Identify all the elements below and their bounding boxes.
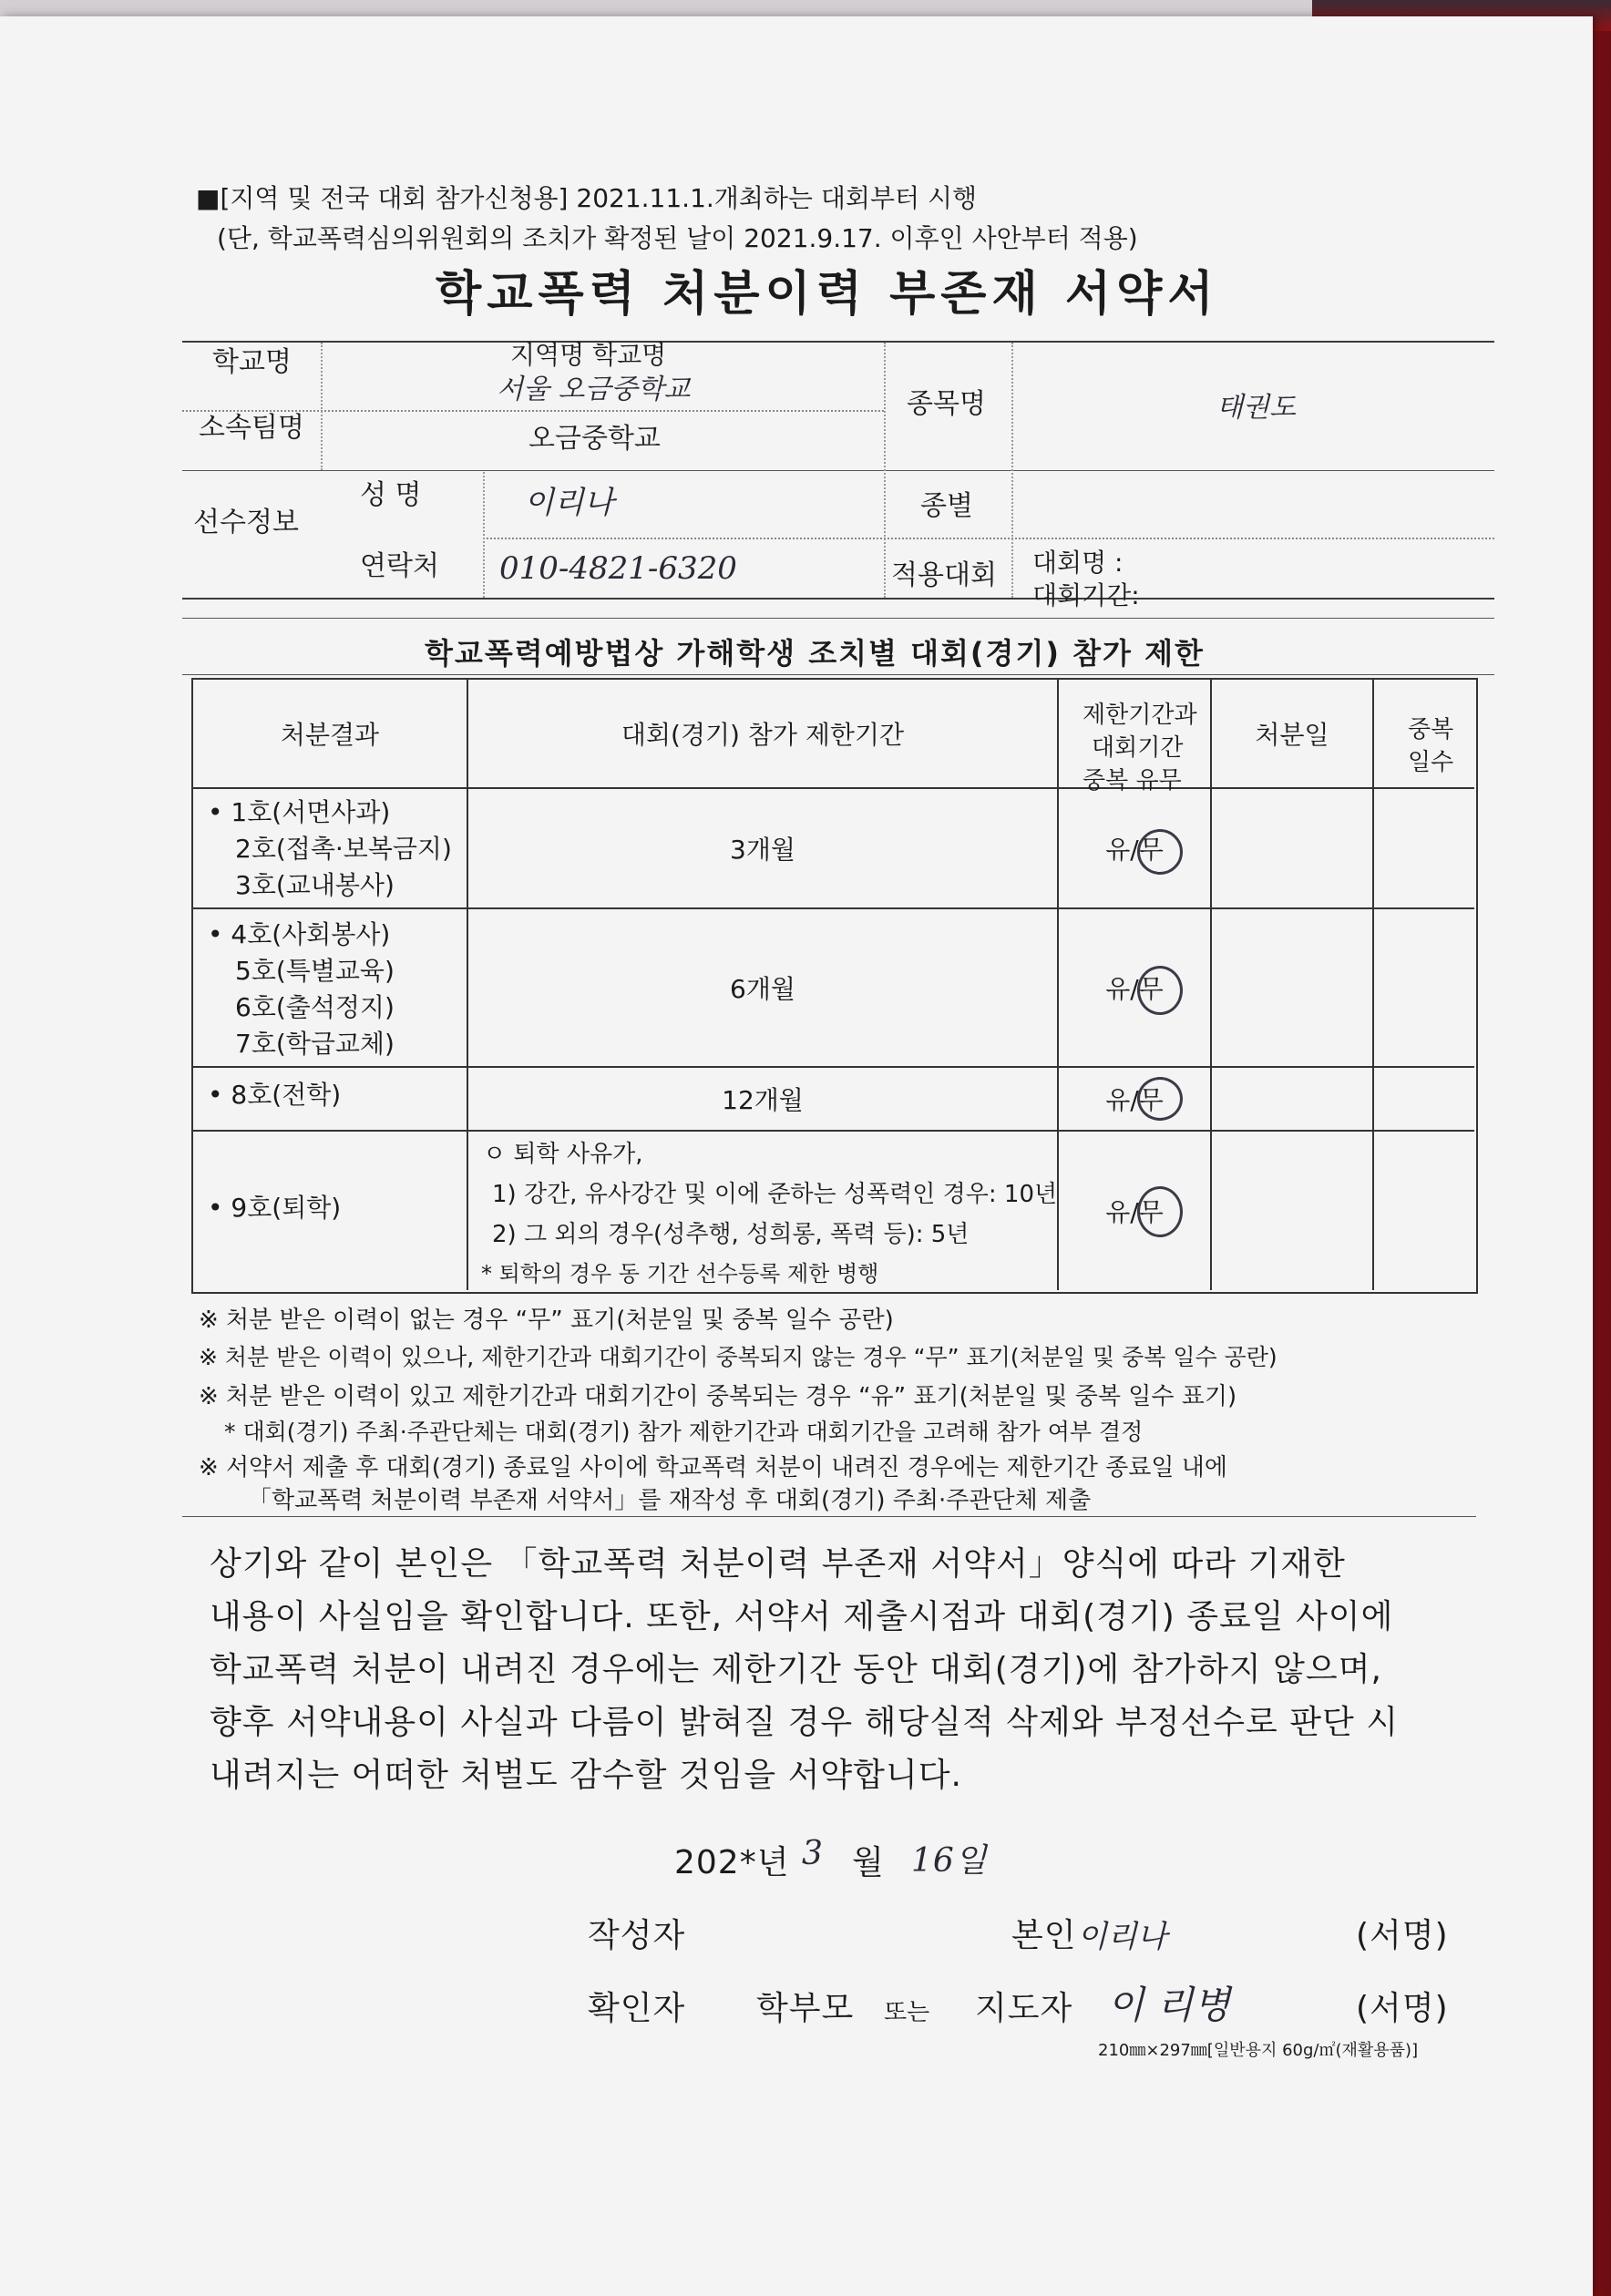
pledge-line-5: 내려지는 어떠한 처벌도 감수할 것임을 서약합니다. bbox=[210, 1757, 962, 1794]
header-overlap-2: 대회기간 bbox=[1092, 734, 1184, 762]
coach-label: 지도자 bbox=[975, 1990, 1073, 2027]
coach-sign: (서명) bbox=[1356, 1990, 1449, 2027]
event-value: 태권도 bbox=[1216, 392, 1296, 424]
row2-result-3: 6호(출석정지) bbox=[235, 992, 395, 1022]
row3-result-1: • 8호(전학) bbox=[208, 1080, 342, 1110]
header-period: 대회(경기) 참가 제한기간 bbox=[621, 720, 905, 750]
row3-choice: 유/무 bbox=[1105, 1085, 1164, 1115]
team-label: 소속팀명 bbox=[199, 412, 304, 444]
applied-competition-label: 적용대회 bbox=[891, 559, 997, 591]
writer-label: 작성자 bbox=[588, 1917, 686, 1954]
row2-period: 6개월 bbox=[730, 974, 795, 1004]
row4-choice: 유/무 bbox=[1105, 1197, 1164, 1227]
contact-label: 연락처 bbox=[360, 550, 439, 582]
row2-result-1: • 4호(사회봉사) bbox=[208, 919, 391, 949]
date-month-unit: 월 bbox=[852, 1844, 885, 1881]
table-row-divider bbox=[193, 1130, 1474, 1132]
competition-name-label: 대회명 : bbox=[1032, 548, 1124, 578]
table-caption: 학교폭력예방법상 가해학생 조치별 대회(경기) 참가 제한 bbox=[425, 636, 1205, 671]
paper-spec-footer: 210㎜×297㎜[일반용지 60g/㎡(재활용품)] bbox=[1098, 2041, 1419, 2060]
confirmer-label: 확인자 bbox=[588, 1990, 686, 2027]
pledge-line-1: 상기와 같이 본인은 「학교폭력 처분이력 부존재 서약서」양식에 따라 기재한 bbox=[210, 1545, 1346, 1583]
self-sign: (서명) bbox=[1356, 1917, 1449, 1954]
info-top-rule bbox=[182, 341, 1494, 343]
header-result: 처분결과 bbox=[280, 720, 380, 750]
school-hint: 지역명 학교명 bbox=[510, 340, 667, 370]
row2-selection-circle bbox=[1137, 966, 1183, 1015]
row4-result-1: • 9호(퇴학) bbox=[208, 1193, 342, 1223]
date-month: 3 bbox=[802, 1835, 824, 1872]
row3-period: 12개월 bbox=[722, 1085, 804, 1115]
name-value: 이리나 bbox=[524, 485, 614, 521]
header-date: 처분일 bbox=[1255, 720, 1329, 750]
school-label: 학교명 bbox=[212, 346, 292, 378]
info-dotted-rule-2 bbox=[483, 538, 1494, 539]
row1-choice: 유/무 bbox=[1105, 835, 1164, 865]
document-paper bbox=[0, 16, 1593, 2296]
note-6: 「학교폭력 처분이력 부존재 서약서」를 재작성 후 대회(경기) 주최·주관단체 제출 bbox=[248, 1487, 1092, 1514]
category-label: 종별 bbox=[920, 490, 973, 522]
player-info-label: 선수정보 bbox=[193, 507, 299, 538]
table-col-divider bbox=[1372, 680, 1374, 1290]
caption-rule bbox=[182, 674, 1494, 675]
info-mid-rule bbox=[182, 470, 1494, 471]
header-overlap-3: 중복 유무 bbox=[1083, 767, 1182, 794]
coach-name: 이 리병 bbox=[1107, 1983, 1231, 2027]
row2-choice: 유/무 bbox=[1105, 974, 1164, 1004]
contact-value: 010-4821-6320 bbox=[499, 550, 737, 587]
document-title: 학교폭력 처분이력 부존재 서약서 bbox=[436, 267, 1219, 322]
note-3: ※ 처분 받은 이력이 있고 제한기간과 대회기간이 중복되는 경우 “유” 표기(처분일 및 중복 일수 표기) bbox=[199, 1383, 1237, 1410]
row3-selection-circle bbox=[1137, 1077, 1183, 1121]
info-divider bbox=[884, 343, 886, 598]
note-5: ※ 서약서 제출 후 대회(경기) 종료일 사이에 학교폭력 처분이 내려진 경우에는 제한기간 종료일 내에 bbox=[199, 1454, 1228, 1481]
event-label: 종목명 bbox=[907, 388, 986, 420]
note-1: ※ 처분 받은 이력이 없는 경우 “무” 표기(처분일 및 중복 일수 공란) bbox=[199, 1307, 894, 1334]
notice-line-1: ■[지역 및 전국 대회 참가신청용] 2021.11.1.개최하는 대회부터 시행 bbox=[196, 183, 978, 213]
date-day: 16일 bbox=[911, 1842, 988, 1880]
or-label: 또는 bbox=[884, 1999, 930, 2026]
school-value: 서울 오금중학교 bbox=[497, 374, 691, 405]
date-year: 202*년 bbox=[674, 1844, 790, 1881]
row4-period-line-4: * 퇴학의 경우 동 기간 선수등록 제한 병행 bbox=[481, 1261, 879, 1286]
self-label: 본인 bbox=[1011, 1917, 1077, 1954]
notice-line-2: (단, 학교폭력심의위원회의 조치가 확정된 날이 2021.9.17. 이후인 사안부터 적용) bbox=[217, 223, 1138, 253]
pledge-line-4: 향후 서약내용이 사실과 다름이 밝혀질 경우 해당실적 삭제와 부정선수로 판단 시 bbox=[210, 1704, 1400, 1741]
row1-result-3: 3호(교내봉사) bbox=[235, 870, 395, 900]
notes-bottom-rule bbox=[182, 1516, 1476, 1517]
row1-result-1: • 1호(서면사과) bbox=[208, 797, 391, 827]
info-divider bbox=[1011, 343, 1013, 598]
row1-result-2: 2호(접촉·보복금지) bbox=[235, 834, 452, 864]
info-divider bbox=[483, 472, 485, 598]
note-4: * 대회(경기) 주최·주관단체는 대회(경기) 참가 제한기간과 대회기간을 고려해 참가 여부 결정 bbox=[224, 1419, 1144, 1445]
info-divider bbox=[321, 343, 323, 470]
row4-period-line-1: ㅇ 퇴학 사유가, bbox=[483, 1141, 643, 1168]
row4-period-line-2: 1) 강간, 유사강간 및 이에 준하는 성폭력인 경우: 10년 bbox=[492, 1181, 1058, 1208]
pledge-line-2: 내용이 사실임을 확인합니다. 또한, 서약서 제출시점과 대회(경기) 종료일 사이에 bbox=[210, 1598, 1394, 1635]
header-overlap-1: 제한기간과 bbox=[1083, 702, 1197, 729]
note-2: ※ 처분 받은 이력이 있으나, 제한기간과 대회기간이 중복되지 않는 경우 “무” 표기(처분일 및 중복 일수 공란) bbox=[199, 1344, 1278, 1370]
row2-result-4: 7호(학급교체) bbox=[235, 1029, 395, 1059]
row1-selection-circle bbox=[1137, 829, 1183, 875]
header-days-2: 일수 bbox=[1408, 749, 1454, 776]
pledge-line-3: 학교폭력 처분이 내려진 경우에는 제한기간 동안 대회(경기)에 참가하지 않으며, bbox=[210, 1651, 1382, 1688]
row2-result-2: 5호(특별교육) bbox=[235, 956, 395, 986]
name-label: 성 명 bbox=[360, 479, 422, 511]
info-bottom-rule bbox=[182, 598, 1494, 600]
self-name: 이리나 bbox=[1077, 1919, 1167, 1955]
team-value: 오금중학교 bbox=[528, 423, 661, 455]
row4-period-line-3: 2) 그 외의 경우(성추행, 성희롱, 폭력 등): 5년 bbox=[492, 1221, 970, 1248]
caption-rule bbox=[182, 618, 1494, 619]
row1-period: 3개월 bbox=[730, 835, 795, 865]
header-days-1: 중복 bbox=[1408, 716, 1454, 743]
parent-label: 학부모 bbox=[756, 1990, 855, 2027]
row4-selection-circle bbox=[1137, 1186, 1183, 1237]
competition-period-label: 대회기간: bbox=[1032, 580, 1140, 610]
